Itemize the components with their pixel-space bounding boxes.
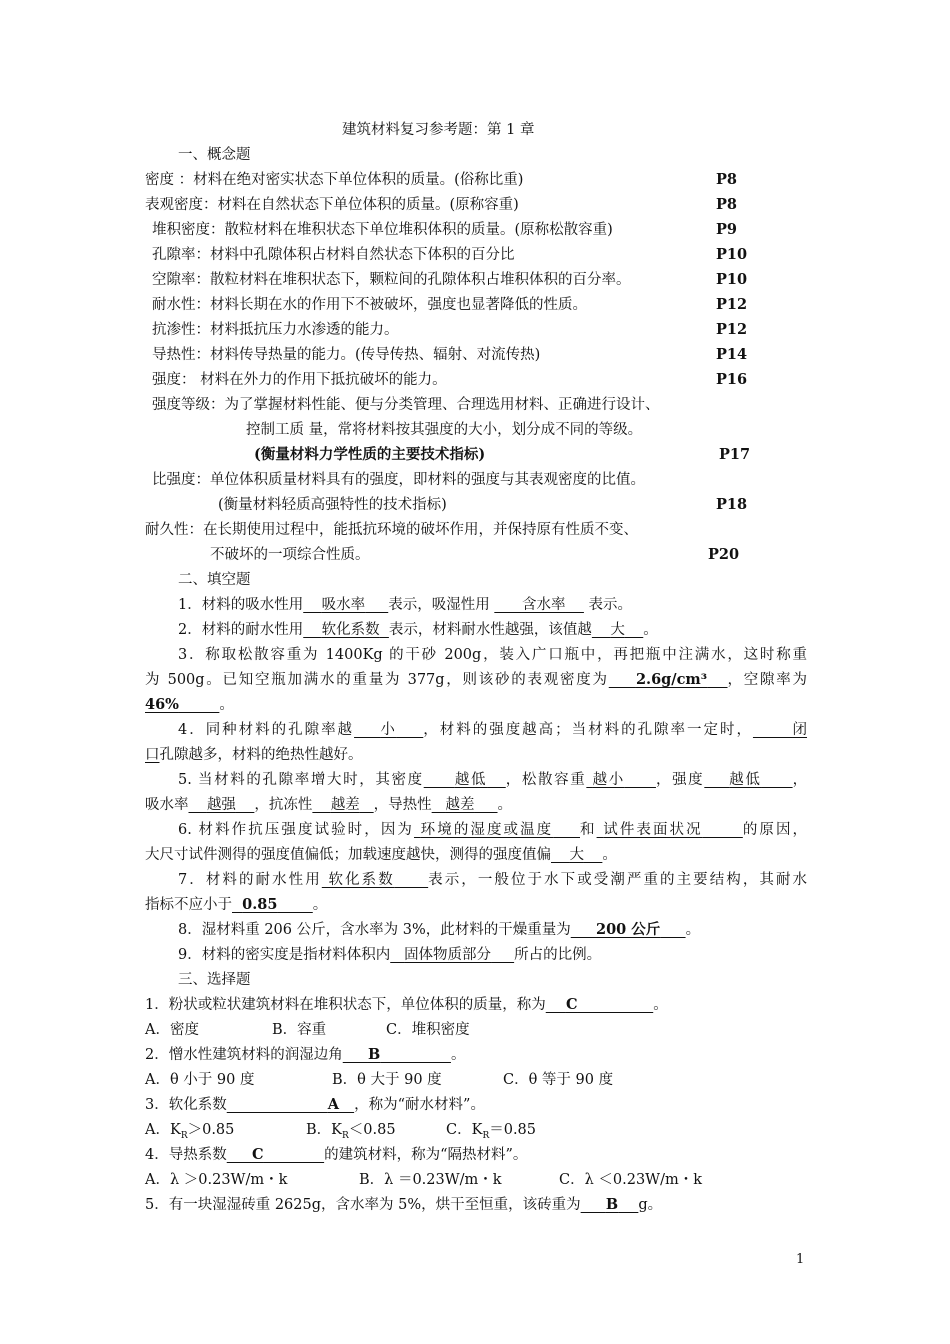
choice-option: B．容重 — [272, 1022, 327, 1038]
concept-note: (衡量材料力学性质的主要技术指标) — [254, 446, 486, 463]
fill-question-8: 8．湿材料重 206 公斤，含水率为 3%，此材料的干燥重量为 200 公斤 。 — [178, 921, 701, 938]
page-ref: P9 — [716, 221, 737, 238]
choice-option: B．$K_R<0.85$ — [306, 1122, 396, 1141]
document-title: 建筑材料复习参考题：第 1 章 — [342, 122, 535, 138]
choice-option: B．θ 大于 90 度 — [332, 1072, 442, 1088]
concept-item: 堆积密度：散粒材料在堆积状态下单位堆积体积的质量。(原称松散容重) — [152, 222, 613, 238]
choice-option: A．θ 小于 90 度 — [145, 1072, 255, 1088]
choice-question-1: 1．粉状或粒状建筑材料在堆积状态下，单位体积的质量，称为 C 。 — [145, 996, 668, 1013]
fill-question-4-line-1: 4．同种材料的孔隙率越 小 ，材料的强度越高；当材料的孔隙率一定时， 闭 — [178, 722, 808, 738]
section-heading-choice: 三、选择题 — [178, 972, 251, 988]
page-ref: P17 — [719, 446, 751, 463]
concept-item: 比强度：单位体积质量材料具有的强度，即材料的强度与其表观密度的比值。 — [152, 472, 645, 488]
fill-question-6-line-2: 大尺寸试件测得的强度值偏低；加载速度越快，测得的强度值偏 大 。 — [145, 847, 617, 863]
fill-question-3-line-3: 46% 。 — [145, 696, 234, 713]
concept-item: 耐水性：材料长期在水的作用下不被破坏，强度也显著降低的性质。 — [152, 297, 587, 313]
concept-item: 耐久性：在长期使用过程中，能抵抗环境的破坏作用，并保持原有性质不变、 — [145, 522, 638, 538]
page-ref: P20 — [708, 546, 740, 563]
fill-question-4-line-2: 口孔隙越多，材料的绝热性越好。 — [145, 747, 363, 763]
choice-question-3: 3．软化系数 A ，称为“耐水材料”。 — [145, 1096, 485, 1113]
concept-item: 表观密度：材料在自然状态下单位体积的质量。(原称容重) — [145, 197, 519, 213]
choice-option: C．$K_R=0.85$ — [446, 1122, 537, 1141]
choice-option: A．$K_R>0.85$ — [145, 1122, 235, 1141]
choice-option: A．密度 — [145, 1022, 199, 1038]
choice-option: C．θ 等于 90 度 — [503, 1072, 614, 1088]
choice-option: C．堆积密度 — [386, 1022, 470, 1038]
fill-question-3-line-2: 为 500g。已知空瓶加满水的重量为 377g，则该砂的表观密度为 2.6g/cm³ ，空隙率为 — [145, 671, 807, 688]
page-ref: P18 — [716, 496, 748, 513]
page-ref: P16 — [716, 371, 748, 388]
choice-option: A．λ ＞0.23W/m・k — [145, 1172, 288, 1188]
page-ref: P10 — [716, 271, 748, 288]
choice-option: C．λ ＜0.23W/m・k — [559, 1172, 703, 1188]
choice-option: B．λ ＝0.23W/m・k — [359, 1172, 502, 1188]
page-number: 1 — [796, 1252, 805, 1267]
fill-question-6-line-1: 6. 材料作抗压强度试验时，因为 环境的湿度或温度 和 试件表面状况 的原因， — [178, 822, 808, 838]
fill-question-9: 9．材料的密实度是指材料体积内 固体物质部分 所占的比例。 — [178, 947, 602, 963]
concept-note: (衡量材料轻质高强特性的技术指标) — [218, 497, 447, 513]
page-ref: P8 — [716, 196, 737, 213]
concept-item: 抗渗性：材料抵抗压力水渗透的能力。 — [152, 322, 399, 338]
concept-item-continued: 控制工质 量，常将材料按其强度的大小，划分成不同的等级。 — [246, 422, 643, 438]
page-ref: P10 — [716, 246, 748, 263]
fill-question-7-line-2: 指标不应小于 0.85 。 — [145, 896, 328, 913]
fill-question-7-line-1: 7．材料的耐水性用 软化系数 表示，一般位于水下或受潮严重的主要结构，其耐水 — [178, 872, 808, 888]
section-heading-concepts: 一、概念题 — [178, 147, 251, 163]
concept-item: 导热性：材料传导热量的能力。(传导传热、辐射、对流传热) — [152, 347, 541, 363]
concept-item: 孔隙率：材料中孔隙体积占材料自然状态下体积的百分比 — [152, 247, 515, 263]
fill-question-5-line-2: 吸水率 越强 ，抗冻性 越差 ，导热性 越差 。 — [145, 797, 513, 813]
fill-question-2: 2．材料的耐水性用 软化系数 表示，材料耐水性越强，该值越 大 。 — [178, 622, 658, 638]
fill-question-1: 1．材料的吸水性用 吸水率 表示，吸湿性用 含水率 表示。 — [178, 597, 633, 613]
choice-question-2: 2．憎水性建筑材料的润湿边角 B 。 — [145, 1046, 466, 1063]
concept-item: 密度 ：材料在绝对密实状态下单位体积的质量。(俗称比重) — [145, 172, 524, 188]
page-ref: P12 — [716, 296, 748, 313]
concept-item-continued: 不破坏的一项综合性质。 — [210, 547, 370, 563]
fill-question-5-line-1: 5. 当材料的孔隙率增大时，其密度 越低 ，松散容重 越小 ，强度 越低 ， — [178, 772, 808, 788]
concept-item: 空隙率：散粒材料在堆积状态下，颗粒间的孔隙体积占堆积体积的百分率。 — [152, 272, 631, 288]
concept-item: 强度： 材料在外力的作用下抵抗破坏的能力。 — [152, 372, 447, 388]
section-heading-fill-in: 二、填空题 — [178, 572, 251, 588]
page-ref: P12 — [716, 321, 748, 338]
page-ref: P14 — [716, 346, 748, 363]
fill-question-3-line-1: 3．称取松散容重为 1400Kg 的干砂 200g，装入广口瓶中，再把瓶中注满水，这时称重 — [178, 647, 807, 663]
choice-question-4: 4．导热系数 C 的建筑材料，称为“隔热材料”。 — [145, 1146, 528, 1163]
concept-item: 强度等级：为了掌握材料性能、便与分类管理、合理选用材料、正确进行设计、 — [152, 397, 660, 413]
page-ref: P8 — [716, 171, 737, 188]
choice-question-5: 5．有一块湿湿砖重 2625g，含水率为 5%，烘干至恒重，该砖重为 B g。 — [145, 1196, 663, 1213]
